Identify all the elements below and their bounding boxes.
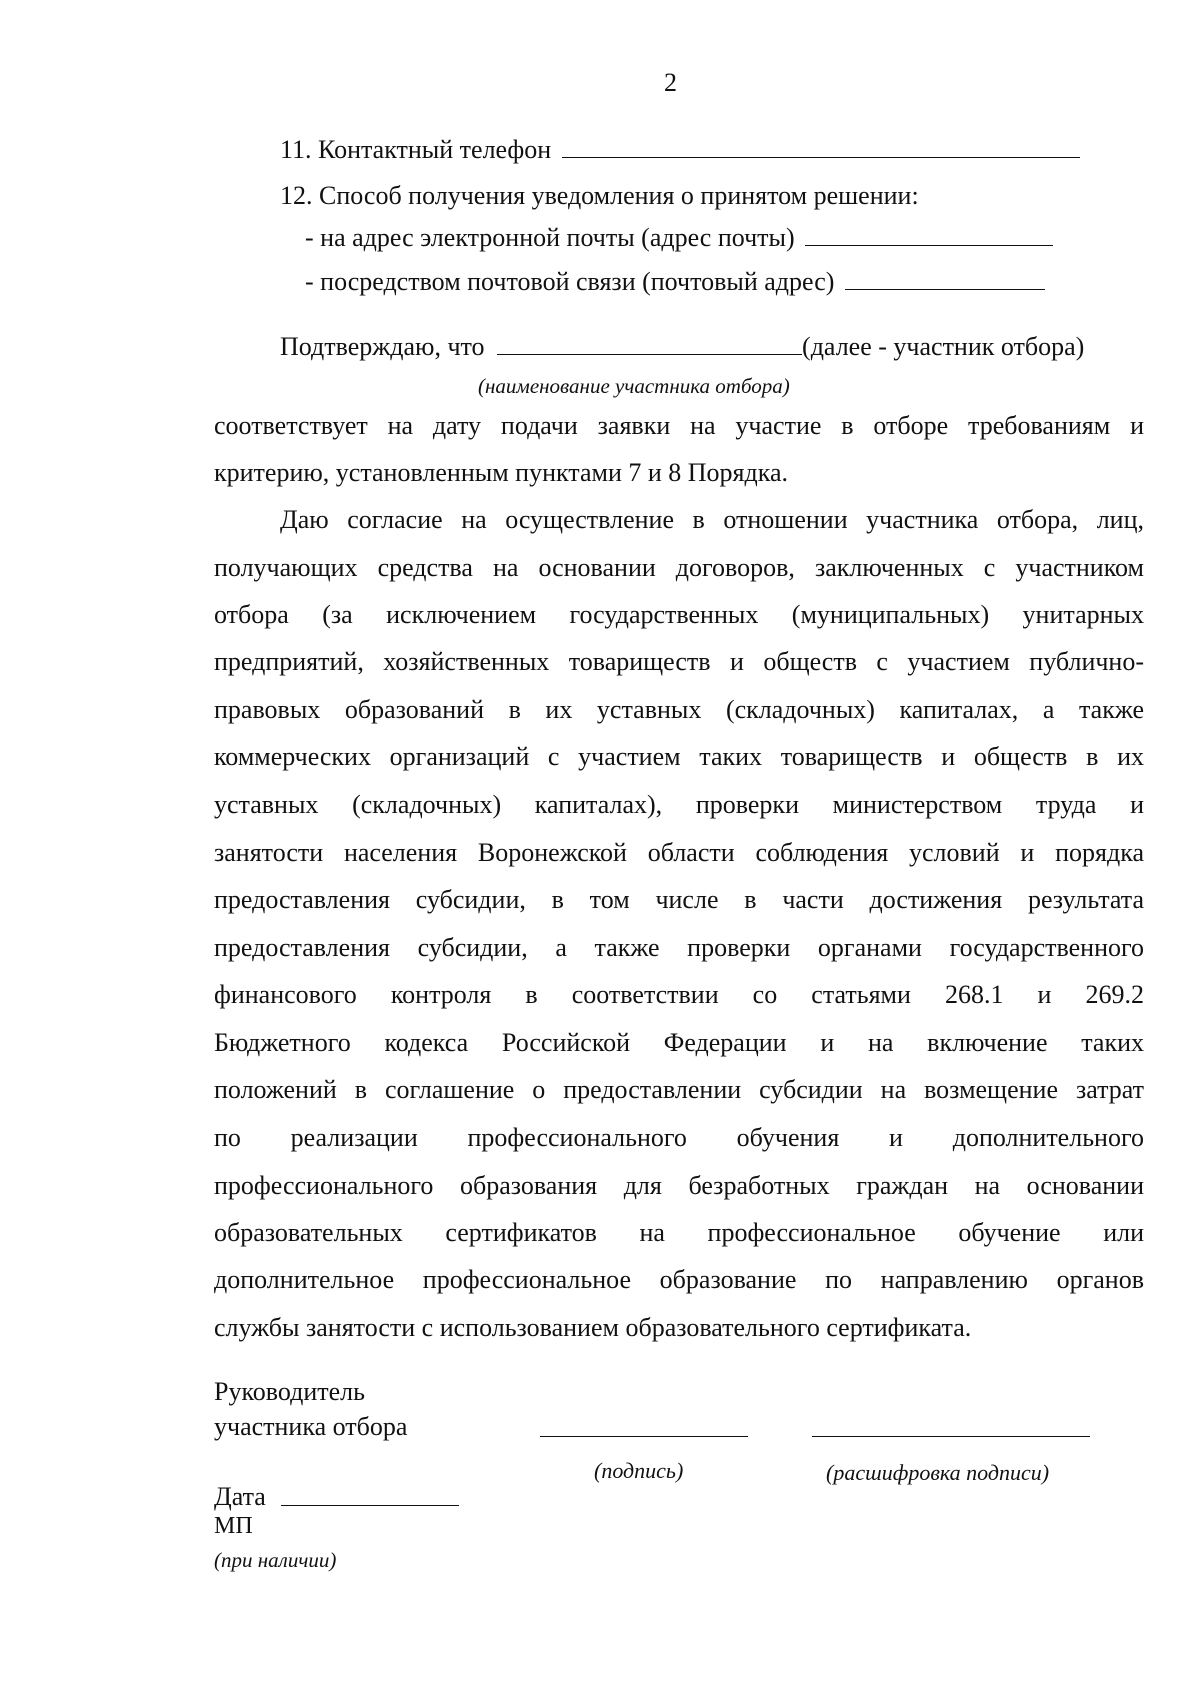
consent-line-17: дополнительное профессиональное образование по направлению органов — [214, 1265, 1144, 1294]
consent-line-15: профессионального образования для безработных граждан на основании — [214, 1171, 1144, 1200]
consent-line-8: занятости населения Воронежской области соблюдения условий и порядка — [214, 838, 1144, 867]
stamp-note: (при наличии) — [214, 1548, 337, 1572]
consent-line-16: образовательных сертификатов на профессиональное обучение или — [214, 1218, 1144, 1247]
consent-line-12: Бюджетного кодекса Российской Федерации и на включение таких — [214, 1028, 1144, 1057]
page-number: 2 — [664, 68, 677, 97]
consent-line-1: Даю согласие на осуществление в отношении участника отбора, лиц, — [280, 505, 1144, 534]
phone-item — [280, 133, 1080, 166]
post-blank[interactable] — [845, 265, 1045, 290]
consent-line-7: уставных (складочных) капиталах), проверки министерством труда и — [214, 790, 1144, 819]
phone-label: 11. Контактный телефон — [280, 135, 552, 164]
post-option — [305, 265, 1045, 298]
signature-caption: (подпись) — [594, 1458, 684, 1483]
consent-line-13: положений в соглашение о предоставлении субсидии на возмещение затрат — [214, 1075, 1144, 1104]
notify-label: 12. Способ получения уведомления о принятом решении: — [280, 181, 919, 210]
participant-name-blank[interactable] — [497, 330, 802, 355]
consent-line-5: правовых образований в их уставных (складочных) капиталах, а также — [214, 695, 1144, 724]
signature-decode-caption: (расшифровка подписи) — [826, 1460, 1050, 1485]
stamp-label: МП — [214, 1513, 253, 1539]
consent-line-3: отбора (за исключением государственных (муниципальных) унитарных — [214, 600, 1144, 629]
consent-line-10: предоставления субсидии, а также проверки органами государственного — [214, 933, 1144, 962]
email-option — [305, 221, 1053, 254]
post-label: - посредством почтовой связи (почтовый адрес) — [305, 267, 835, 296]
signature-blank[interactable] — [540, 1436, 748, 1437]
consent-line-9: предоставления субсидии, в том числе в части достижения результата — [214, 885, 1144, 914]
confirm-text-line-2: критерию, установленным пунктами 7 и 8 Порядка. — [214, 458, 789, 487]
phone-blank[interactable] — [562, 133, 1080, 158]
email-label: - на адрес электронной почты (адрес почты) — [305, 223, 795, 252]
date-label: Дата — [214, 1482, 266, 1511]
consent-line-2: получающих средства на основании договоров, заключенных с участником — [214, 553, 1144, 582]
consent-line-6: коммерческих организаций с участием таких товариществ и обществ в их — [214, 742, 1144, 771]
confirm-suffix: (далее - участник отбора) — [802, 332, 1085, 361]
email-blank[interactable] — [805, 221, 1053, 246]
confirm-text-line-1: соответствует на дату подачи заявки на участие в отборе требованиям и — [214, 411, 1144, 440]
consent-line-18: службы занятости с использованием образовательного сертификата. — [214, 1313, 972, 1342]
date-blank[interactable] — [281, 1505, 459, 1506]
confirm-line — [280, 330, 1084, 363]
head-title-line-2: участника отбора — [214, 1412, 408, 1441]
consent-line-11: финансового контроля в соответствии со статьями 268.1 и 269.2 — [214, 980, 1144, 1009]
head-title-line-1: Руководитель — [214, 1377, 365, 1406]
signature-decode-blank[interactable] — [812, 1436, 1090, 1437]
consent-line-4: предприятий, хозяйственных товариществ и обществ с участием публично- — [214, 647, 1144, 676]
consent-line-14: по реализации профессионального обучения и дополнительного — [214, 1123, 1144, 1152]
participant-name-caption: (наименование участника отбора) — [478, 374, 790, 398]
confirm-prefix: Подтверждаю, что — [280, 332, 485, 361]
